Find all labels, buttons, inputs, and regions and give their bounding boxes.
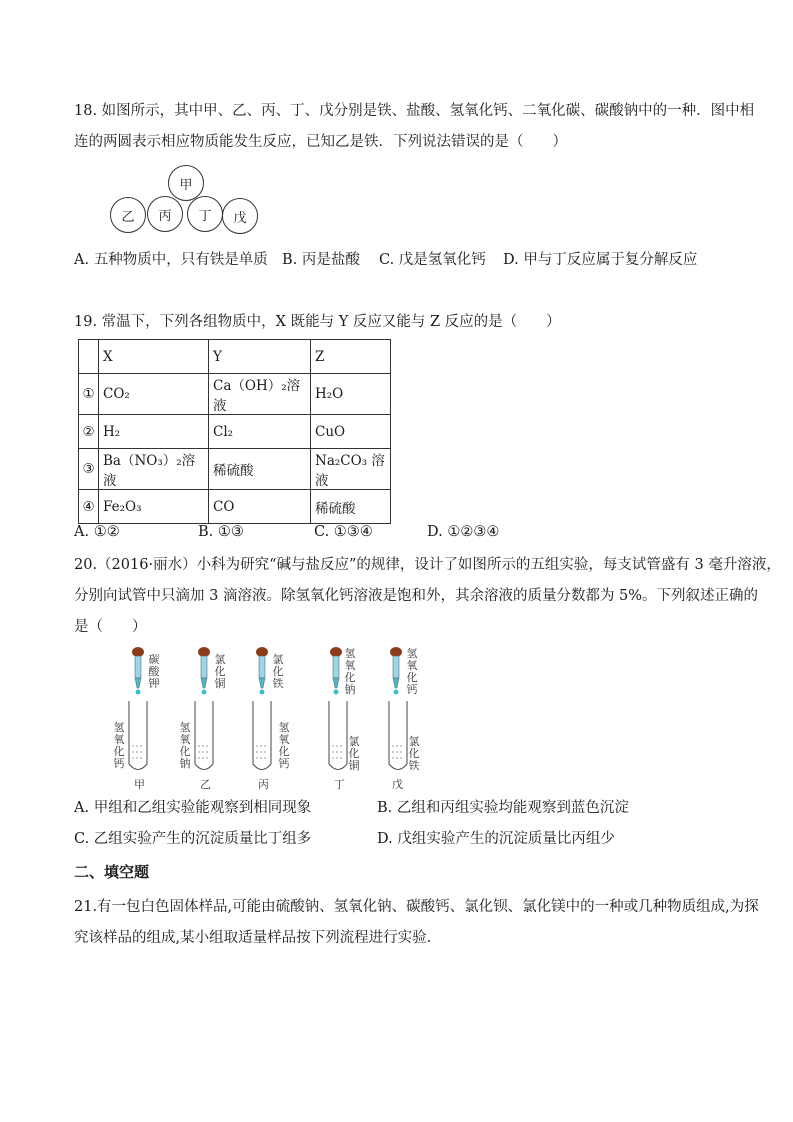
table-cell: H₂ [99, 415, 209, 449]
table-row [79, 374, 391, 415]
experiment-wu [372, 644, 432, 792]
q20-option-b: B. 乙组和丙组实验均能观察到蓝色沉淀 [377, 800, 629, 816]
table-row [79, 490, 391, 524]
solution-label: 氢氧化钠 [179, 721, 191, 770]
table-cell: Cl₂ [209, 415, 311, 449]
table-cell: CuO [311, 415, 391, 449]
table-row [79, 415, 391, 449]
q19-option-a: A. ①② [74, 524, 120, 540]
table-cell: CO [209, 490, 311, 524]
section-title: 二、填空题 [74, 863, 150, 881]
test-tube-icon [192, 700, 216, 776]
experiment-jia [110, 644, 170, 792]
table-cell: Fe₂O₃ [99, 490, 209, 524]
circle-jia: 甲 [168, 165, 204, 201]
dropper-icon [326, 646, 346, 696]
test-tube-icon [326, 700, 350, 776]
q18-option-a: A. 五种物质中，只有铁是单质 [74, 252, 268, 268]
test-tube-icon [386, 700, 410, 776]
test-tube-icon [250, 700, 274, 776]
tube-name: 丙 [258, 778, 269, 791]
dropper-label: 氯化铜 [214, 653, 226, 690]
table-header-cell [79, 340, 99, 374]
table-cell: Ba（NO₃）₂溶液 [99, 449, 209, 490]
table-header-cell: Z [311, 340, 391, 374]
q20-stem-line2: 分别向试管中只滴加 3 滴溶液。除氢氧化钙溶液是饱和外，其余溶液的质量分数都为 5%。下列叙述正确的 [74, 588, 759, 604]
table-cell: H₂O [311, 374, 391, 415]
q20-stem-line1: 20.（2016·丽水）小科为研究“碱与盐反应”的规律，设计了如图所示的五组实验，每支试管盛有 3 毫升溶液， [74, 557, 781, 573]
circle-bing: 丙 [147, 196, 183, 232]
table-header-cell: Y [209, 340, 311, 374]
dropper-label: 氯化铁 [272, 653, 284, 690]
tube-name: 甲 [134, 778, 145, 791]
q19-table [78, 339, 391, 524]
table-cell: 稀硫酸 [311, 490, 391, 524]
circle-yi: 乙 [110, 197, 146, 233]
q18-stem-line1: 18. 如图所示，其中甲、乙、丙、丁、戊分别是铁、盐酸、氢氧化钙、二氧化碳、碳酸钠中的一种．图中相 [74, 103, 755, 119]
dropper-icon [194, 646, 214, 696]
q18-circle-diagram [105, 162, 265, 242]
q19-stem: 19. 常温下，下列各组物质中，X 既能与 Y 反应又能与 Z 反应的是（ ） [74, 314, 561, 330]
table-cell: ① [79, 374, 99, 415]
table-cell: 稀硫酸 [209, 449, 311, 490]
q20-stem-line3: 是（ ） [74, 619, 147, 635]
solution-label: 氯化铜 [348, 735, 360, 772]
q20-option-c: C. 乙组实验产生的沉淀质量比丁组多 [74, 831, 312, 847]
table-header-cell: X [99, 340, 209, 374]
q20-test-tube-figure [110, 644, 430, 792]
q19-option-b: B. ①③ [198, 524, 244, 540]
dropper-icon [386, 646, 406, 696]
solution-label: 氯化铁 [408, 735, 420, 772]
q18-option-c: C. 戊是氢氧化钙 [379, 252, 486, 268]
dropper-icon [252, 646, 272, 696]
solution-label: 氢氧化钙 [113, 721, 125, 770]
q21-stem-line1: 21.有一包白色固体样品,可能由硫酸钠、氢氧化钠、碳酸钙、氯化钡、氯化镁中的一种或几种物质组成,为探 [74, 899, 759, 915]
experiment-ding [308, 644, 368, 792]
q20-option-d: D. 戊组实验产生的沉淀质量比丙组少 [377, 831, 615, 847]
circle-wu: 戊 [222, 198, 258, 234]
table-row [79, 340, 391, 374]
table-cell: ③ [79, 449, 99, 490]
solution-label: 氢氧化钙 [278, 721, 290, 770]
table-cell: ④ [79, 490, 99, 524]
experiment-bing [242, 644, 302, 792]
q18-option-b: B. 丙是盐酸 [282, 252, 360, 268]
test-tube-icon [126, 700, 150, 776]
table-cell: Ca（OH）₂溶液 [209, 374, 311, 415]
q20-option-a: A. 甲组和乙组实验能观察到相同现象 [74, 800, 312, 816]
dropper-label: 氢氧化钙 [406, 647, 418, 696]
table-row [79, 449, 391, 490]
dropper-icon [128, 646, 148, 696]
q21-stem-line2: 究该样品的组成,某小组取适量样品按下列流程进行实验. [74, 930, 432, 946]
dropper-label: 氢氧化钠 [344, 647, 356, 696]
dropper-label: 碳酸钾 [148, 653, 160, 690]
experiment-yi [176, 644, 236, 792]
tube-name: 戊 [392, 778, 403, 791]
table-cell: ② [79, 415, 99, 449]
tube-name: 乙 [200, 778, 211, 791]
q18-option-d: D. 甲与丁反应属于复分解反应 [503, 252, 698, 268]
tube-name: 丁 [334, 778, 345, 791]
table-cell: Na₂CO₃ 溶液 [311, 449, 391, 490]
q19-option-c: C. ①③④ [314, 524, 373, 540]
q19-option-d: D. ①②③④ [427, 524, 500, 540]
circle-ding: 丁 [187, 196, 223, 232]
q18-stem-line2: 连的两圆表示相应物质能发生反应，已知乙是铁．下列说法错误的是（ ） [74, 134, 567, 150]
table-cell: CO₂ [99, 374, 209, 415]
